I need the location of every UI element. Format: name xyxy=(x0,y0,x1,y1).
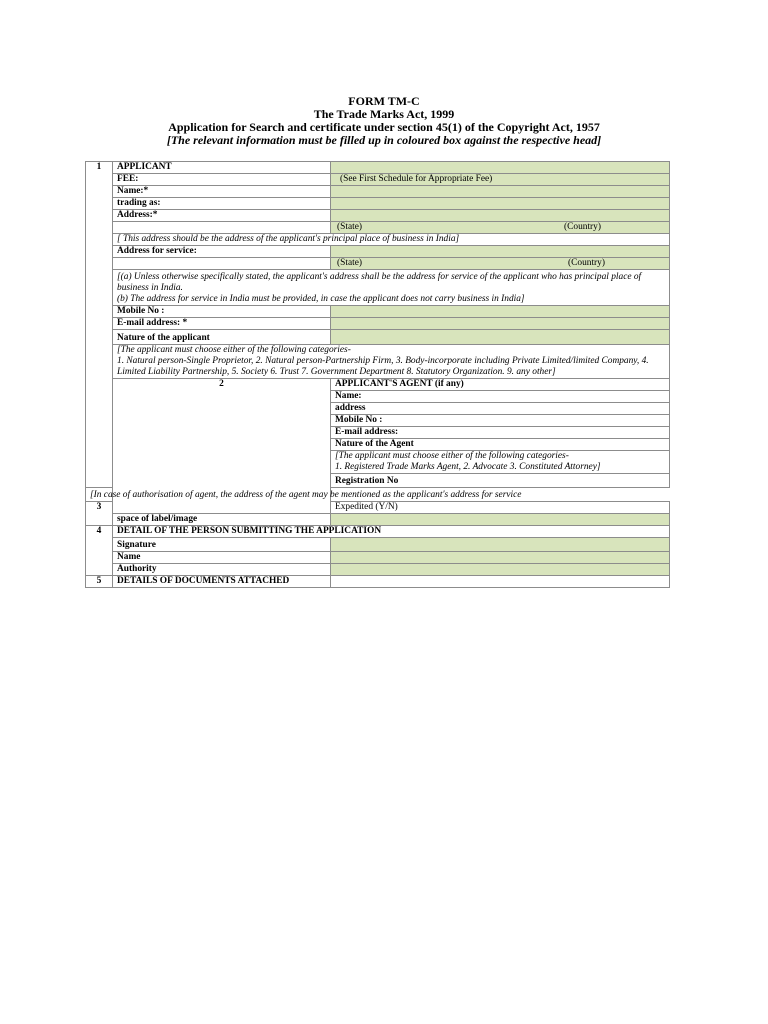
authority-field[interactable] xyxy=(331,564,670,576)
nature-label: Nature of the applicant xyxy=(113,330,331,345)
signature-field[interactable] xyxy=(331,538,670,552)
address-field[interactable] xyxy=(331,210,670,222)
submitter-name-label: Name xyxy=(113,552,331,564)
service-country-label: (Country) xyxy=(568,258,605,268)
trading-as-label: trading as: xyxy=(113,198,331,210)
nature-field[interactable] xyxy=(331,330,670,345)
mobile-label: Mobile No : xyxy=(113,306,331,318)
agent-auth-note: [In case of authorisation of agent, the address of the agent may be mentioned as the applicant's address for service xyxy=(86,488,331,502)
submitter-name-field[interactable] xyxy=(331,552,670,564)
section-number: 4 xyxy=(86,526,113,576)
agent-mobile-label: Mobile No : xyxy=(331,415,670,427)
table-row xyxy=(86,210,670,222)
applicant-heading: APPLICANT xyxy=(113,162,331,174)
act-title: The Trade Marks Act, 1999 xyxy=(313,107,455,121)
address-note: [ This address should be the address of the applicant's principal place of business in India] xyxy=(113,234,670,246)
name-label: Name:* xyxy=(113,186,331,198)
table-row xyxy=(86,270,670,306)
table-row xyxy=(86,174,670,186)
service-address-field[interactable] xyxy=(331,246,670,258)
signature-label: Signature xyxy=(113,538,331,552)
trading-as-field[interactable] xyxy=(331,198,670,210)
table-row xyxy=(86,186,670,198)
agent-nature-note-line2: 1. Registered Trade Marks Agent, 2. Advocate 3. Constituted Attorney] xyxy=(335,462,601,472)
agent-nature-note-line1: [The applicant must choose either of the following categories- xyxy=(335,451,569,461)
fee-note: (See First Schedule for Appropriate Fee) xyxy=(340,174,493,184)
application-form-table xyxy=(85,161,670,588)
expedited-label: Expedited (Y/N) xyxy=(331,502,670,514)
table-row xyxy=(86,306,670,318)
fee-label: FEE: xyxy=(113,174,331,186)
form-id: FORM TM-C xyxy=(348,94,420,108)
section-number: 3 xyxy=(86,502,113,526)
table-row xyxy=(86,514,670,526)
table-row xyxy=(86,162,670,174)
service-address-label: Address for service: xyxy=(113,246,331,258)
table-row xyxy=(86,564,670,576)
documents-heading: DETAILS OF DOCUMENTS ATTACHED xyxy=(113,576,331,588)
table-row xyxy=(86,488,670,502)
mobile-field[interactable] xyxy=(331,306,670,318)
table-row xyxy=(86,330,670,345)
agent-nature-label: Nature of the Agent xyxy=(331,439,670,451)
table-row xyxy=(86,526,670,538)
documents-field[interactable] xyxy=(331,576,670,588)
name-field[interactable] xyxy=(331,186,670,198)
service-state-label: (State) xyxy=(337,258,362,268)
table-row xyxy=(86,258,670,270)
service-state-country-field[interactable] xyxy=(331,258,670,270)
address-blank xyxy=(113,222,331,234)
service-address-blank xyxy=(113,258,331,270)
service-address-note xyxy=(113,270,670,306)
authority-label: Authority xyxy=(113,564,331,576)
email-label: E-mail address: * xyxy=(113,318,331,330)
table-row xyxy=(86,198,670,210)
state-label: (State) xyxy=(337,222,362,232)
address-state-country-field[interactable] xyxy=(331,222,670,234)
instruction-text: [The relevant information must be filled up in coloured box against the respective head] xyxy=(166,133,602,147)
email-field[interactable] xyxy=(331,318,670,330)
nature-note-line1: [The applicant must choose either of the following categories- xyxy=(117,345,351,355)
table-row xyxy=(86,345,670,379)
service-note-a: [(a) Unless otherwise specifically stated, the applicant's address shall be the address for service of the applicant who has principal place of business in India. xyxy=(117,272,642,293)
table-row xyxy=(86,222,670,234)
label-space-field[interactable] xyxy=(331,514,670,526)
applicant-field[interactable] xyxy=(331,162,670,174)
section-number: 1 xyxy=(86,162,113,488)
registration-label: Registration No xyxy=(331,474,670,488)
table-row xyxy=(86,318,670,330)
agent-address-label: address xyxy=(331,403,670,415)
table-row xyxy=(86,538,670,552)
table-row xyxy=(86,552,670,564)
table-row xyxy=(86,379,670,391)
country-label: (Country) xyxy=(564,222,601,232)
table-row xyxy=(86,576,670,588)
agent-email-label: E-mail address: xyxy=(331,427,670,439)
section-number: 2 xyxy=(113,379,331,514)
agent-heading: APPLICANT'S AGENT (if any) xyxy=(331,379,670,391)
nature-note xyxy=(113,345,670,379)
label-space-label: space of label/image xyxy=(113,514,331,526)
agent-nature-note xyxy=(331,451,670,474)
agent-name-label: Name: xyxy=(331,391,670,403)
table-row xyxy=(86,246,670,258)
section-number: 5 xyxy=(86,576,113,588)
submitter-heading: DETAIL OF THE PERSON SUBMITTING THE APPLICATION xyxy=(113,526,670,538)
nature-note-line2: 1. Natural person-Single Proprietor, 2. Natural person-Partnership Firm, 3. Body-incorporate including Private Limited/limited Company, 4. Limited Liability Partnership, 5. Society 6. Trust 7. Government Department 8. Statutory Organization. 9. any other] xyxy=(117,356,649,377)
fee-field[interactable] xyxy=(331,174,670,186)
address-label: Address:* xyxy=(113,210,331,222)
page-title: Application for Search and certificate under section 45(1) of the Copyright Act, 1957 xyxy=(168,120,600,134)
service-note-b: (b) The address for service in India must be provided, in case the applicant does not carry business in India] xyxy=(117,294,525,304)
table-row xyxy=(86,234,670,246)
